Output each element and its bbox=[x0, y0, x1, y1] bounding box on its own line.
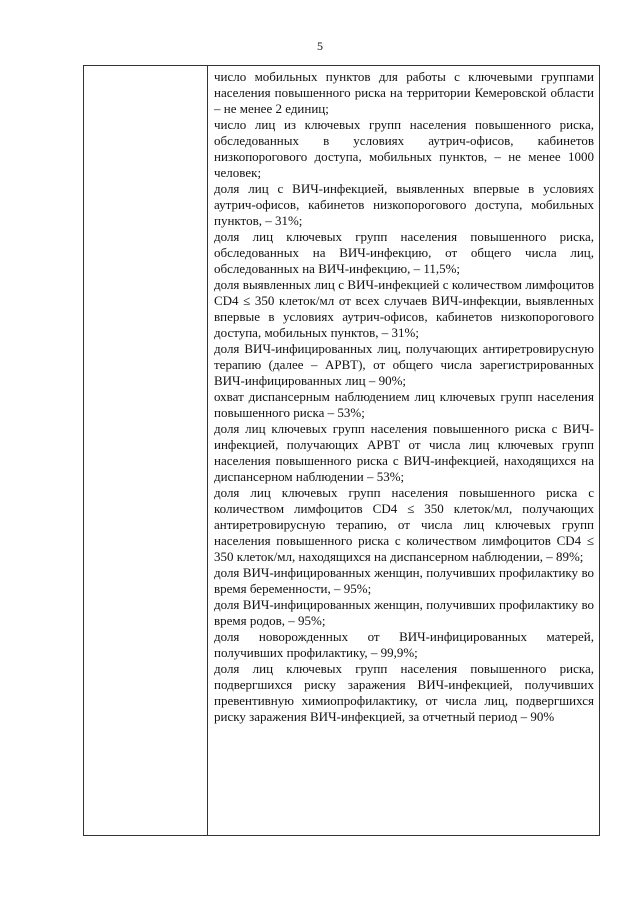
indicator-item: доля лиц ключевых групп населения повышенного риска, обследованных на ВИЧ-инфекцию, от общего числа лиц, обследованных на ВИЧ-инфекцию, – 11,5%; bbox=[214, 229, 594, 276]
indicator-item: доля лиц ключевых групп населения повышенного риска с ВИЧ-инфекцией, получающих АРВТ от числа лиц ключевых групп населения повышенного риска с ВИЧ-инфекцией, находящихся на диспансерном наблюдении – 53%; bbox=[214, 421, 594, 484]
indicator-item: охват диспансерным наблюдением лиц ключевых групп населения повышенного риска – 53%; bbox=[214, 389, 594, 420]
indicator-item: число мобильных пунктов для работы с ключевыми группами населения повышенного риска на территории Кемеровской области – не менее 2 единиц; bbox=[214, 69, 594, 116]
indicator-item: доля ВИЧ-инфицированных лиц, получающих антиретровирусную терапию (далее – АРВТ), от общего числа зарегистрированных ВИЧ-инфицированных лиц – 90%; bbox=[214, 341, 594, 388]
indicators-table bbox=[83, 65, 600, 836]
indicator-item: доля лиц ключевых групп населения повышенного риска, подвергшихся риску заражения ВИЧ-инфекцией, получивших превентивную химиопрофилактику, от числа лиц, подвергшихся риску заражения ВИЧ-инфекцией, за отчетный период – 90% bbox=[214, 661, 594, 724]
indicator-item: доля ВИЧ-инфицированных женщин, получивших профилактику во время беременности, – 95%; bbox=[214, 565, 594, 596]
indicator-item: доля выявленных лиц с ВИЧ-инфекцией с количеством лимфоцитов CD4 ≤ 350 клеток/мл от всех случаев ВИЧ-инфекции, выявленных впервые в условиях аутрич-офисов, кабинетов низкопорогового доступа, мобильных пунктов, – 31%; bbox=[214, 277, 594, 340]
table-left-cell bbox=[84, 66, 208, 835]
indicator-item: доля лиц ключевых групп населения повышенного риска с количеством лимфоцитов CD4 ≤ 350 клеток/мл, получающих антиретровирусную терапию, от числа лиц ключевых групп населения повышенного риска с количеством лимфоцитов CD4 ≤ 350 клеток/мл, находящихся на диспансерном наблюдении, – 89%; bbox=[214, 485, 594, 564]
table-right-cell bbox=[208, 66, 599, 835]
indicator-item: доля лиц с ВИЧ-инфекцией, выявленных впервые в условиях аутрич-офисов, кабинетов низкопорогового доступа, мобильных пунктов, – 31%; bbox=[214, 181, 594, 228]
page-number: 5 bbox=[317, 39, 323, 53]
indicator-item: число лиц из ключевых групп населения повышенного риска, обследованных в условиях аутрич-офисов, кабинетов низкопорогового доступа, мобильных пунктов, – не менее 1000 человек; bbox=[214, 117, 594, 180]
indicator-item: доля ВИЧ-инфицированных женщин, получивших профилактику во время родов, – 95%; bbox=[214, 597, 594, 628]
indicator-item: доля новорожденных от ВИЧ-инфицированных матерей, получивших профилактику, – 99,9%; bbox=[214, 629, 594, 660]
